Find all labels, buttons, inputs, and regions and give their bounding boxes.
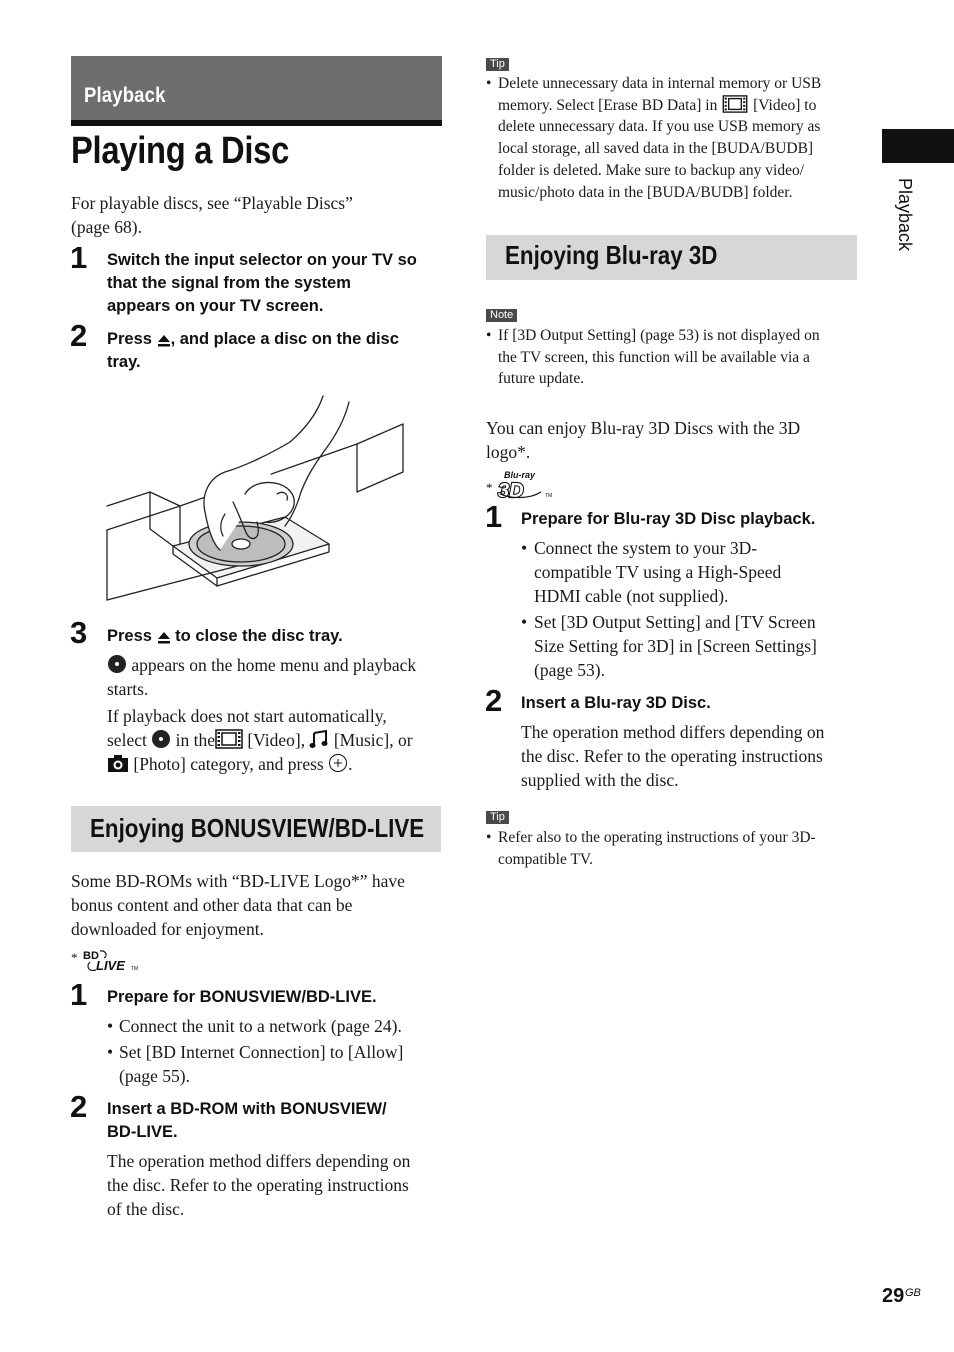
step-title (107, 625, 343, 648)
tip-badge: Tip (486, 811, 509, 824)
tip-text (486, 827, 856, 870)
svg-text:TM: TM (131, 966, 139, 972)
step-body-text: The operation method differs depending on (107, 1151, 411, 1171)
paragraph-line: logo*. (486, 442, 531, 462)
svg-text:TM: TM (545, 493, 553, 499)
paragraph-line: downloaded for enjoyment. (71, 919, 264, 939)
step-body (107, 1149, 410, 1221)
intro-line: For playable discs, see “Playable Discs” (71, 193, 353, 213)
step-number: 2 (485, 683, 503, 718)
page-number-suffix: GB (905, 1287, 921, 1299)
disc-tray-illustration (105, 394, 435, 606)
svg-text:Blu-ray: Blu-ray (504, 470, 536, 480)
intro-line: (page 68). (71, 217, 142, 237)
step-title (107, 1098, 387, 1144)
note-line: future update. (498, 370, 585, 388)
side-tab-text: Playback (895, 178, 915, 252)
section-heading-bluray3d (486, 235, 857, 280)
tip-text (486, 73, 856, 203)
note-line: • If [3D Output Setting] (page 53) is not displayed on (498, 327, 820, 344)
side-tab-label (893, 178, 917, 268)
step-number: 1 (70, 240, 88, 275)
step-body-text: the disc. Refer to the operating instructions (521, 746, 823, 766)
eject-icon (157, 334, 171, 347)
note-badge: Note (486, 309, 517, 322)
bullet-item (486, 325, 856, 390)
paragraph-line: You can enjoy Blu-ray 3D Discs with the 3D (486, 418, 801, 438)
section-heading-bonusview (71, 806, 441, 852)
step-number: 1 (485, 499, 503, 534)
section-heading-text: Enjoying Blu-ray 3D (505, 240, 718, 270)
step-title-line: Insert a BD-ROM with BONUSVIEW/ (107, 1100, 387, 1118)
step-body-text: [Video], (247, 730, 306, 750)
side-tab-marker (882, 129, 954, 163)
bullet-list (521, 536, 861, 682)
video-film-icon (721, 95, 749, 113)
tip-line: memory. Select [Erase BD Data] in (498, 96, 718, 114)
svg-text:3D: 3D (498, 480, 524, 500)
eject-icon (157, 631, 171, 644)
note-line: the TV screen, this function will be available via a (498, 348, 810, 366)
section-heading-text: Enjoying BONUSVIEW/BD-LIVE (90, 813, 425, 843)
tip-line: music/photo data in the [BUDA/BUDB] folder. (498, 183, 793, 201)
step-title-line: that the signal from the system (107, 274, 351, 292)
bullet-text: Size Setting for 3D] in [Screen Settings] (534, 636, 817, 656)
step-number: 2 (70, 1089, 88, 1124)
bullet-text: HDMI cable (not supplied). (534, 586, 729, 606)
step-title: Prepare for BONUSVIEW/BD-LIVE. (107, 988, 377, 1006)
camera-icon (107, 753, 129, 773)
bullet-text: • Set [BD Internet Connection] to [Allow] (119, 1042, 404, 1062)
section-band (71, 56, 442, 120)
svg-text:BD: BD (83, 950, 99, 962)
bullet-item (107, 1014, 447, 1038)
step-body-text: in the (175, 730, 215, 750)
paragraph-line: bonus content and other data that can be (71, 895, 353, 915)
step-title-line: tray. (107, 353, 141, 371)
step-number: 3 (70, 615, 88, 650)
step-number: 2 (70, 318, 88, 353)
bd-live-logo (82, 948, 142, 974)
music-note-icon (309, 729, 329, 749)
bullet-text: (page 53). (534, 660, 605, 680)
bullet-text: • Connect the system to your 3D- (534, 538, 758, 558)
footnote-asterisk: * (71, 950, 78, 965)
page-title: Playing a Disc (71, 130, 289, 172)
bullet-text: (page 55). (119, 1066, 190, 1086)
step-body-text: supplied with the disc. (521, 770, 679, 790)
step-body-text: [Photo] category, and press (133, 754, 324, 774)
step-body (521, 720, 824, 792)
bullet-item (521, 536, 861, 608)
tip-line: folder is deleted. Make sure to backup any video/ (498, 161, 805, 179)
step-body-text: select (107, 730, 147, 750)
step-title-line: appears on your TV screen. (107, 297, 324, 315)
step-number: 1 (70, 977, 88, 1012)
disc-icon (151, 729, 171, 749)
bullet-item (107, 1040, 447, 1088)
tip-line: [Video] to (753, 96, 817, 114)
bonusview-paragraph (71, 869, 405, 941)
tip-line: • Refer also to the operating instructions of your 3D- (498, 829, 816, 846)
step-text: to close the disc tray. (175, 627, 343, 645)
step-body-text: appears on the home menu and playback (131, 655, 417, 675)
step-body-text: If playback does not start automatically, (107, 706, 387, 726)
step-body-text: the disc. Refer to the operating instructions (107, 1175, 409, 1195)
video-film-icon (215, 729, 243, 749)
footnote-asterisk: * (486, 480, 493, 495)
step-body-text: The operation method differs depending on (521, 722, 825, 742)
step-body-text: starts. (107, 679, 149, 699)
step-title: Prepare for Blu-ray 3D Disc playback. (521, 510, 816, 528)
enter-button-icon (328, 753, 348, 773)
note-text (486, 325, 856, 390)
step-text: Press (107, 330, 152, 348)
tip-badge: Tip (486, 58, 509, 71)
step-text: Press (107, 627, 152, 645)
section-label: Playback (84, 84, 166, 107)
tip-line: local storage, all saved data in the [BUDA/BUDB] (498, 140, 814, 158)
intro-paragraph (71, 191, 353, 239)
tip-line: • Delete unnecessary data in internal memory or USB (498, 75, 822, 92)
step-text: , and place a disc on the disc (170, 330, 399, 348)
bluray-3d-logo (497, 468, 559, 500)
page-number: 29 (882, 1285, 905, 1307)
svg-text:LIVE: LIVE (96, 958, 125, 973)
section-rule (71, 120, 442, 126)
step-body-text: [Music], or (333, 730, 413, 750)
step-body-text: . (348, 754, 353, 774)
disc-icon (107, 654, 127, 674)
bullet-item (486, 73, 856, 203)
bluray3d-paragraph (486, 416, 800, 464)
step-title (107, 249, 417, 318)
bullet-item (486, 827, 856, 870)
tip-line: compatible TV. (498, 850, 593, 868)
step-title (107, 328, 399, 374)
bullet-item (521, 610, 861, 682)
tip-line: delete unnecessary data. If you use USB memory as (498, 118, 821, 136)
paragraph-line: Some BD-ROMs with “BD-LIVE Logo*” have (71, 871, 405, 891)
step-title: Insert a Blu-ray 3D Disc. (521, 694, 711, 712)
bullet-text: compatible TV using a High-Speed (534, 562, 782, 582)
bullet-text: • Set [3D Output Setting] and [TV Screen (534, 612, 816, 632)
bullet-text: • Connect the unit to a network (page 24). (119, 1016, 402, 1036)
step-body (107, 653, 447, 776)
step-body-text: of the disc. (107, 1199, 185, 1219)
step-title-line: BD-LIVE. (107, 1123, 178, 1141)
step-title-line: Switch the input selector on your TV so (107, 251, 417, 269)
bullet-list (107, 1014, 447, 1088)
